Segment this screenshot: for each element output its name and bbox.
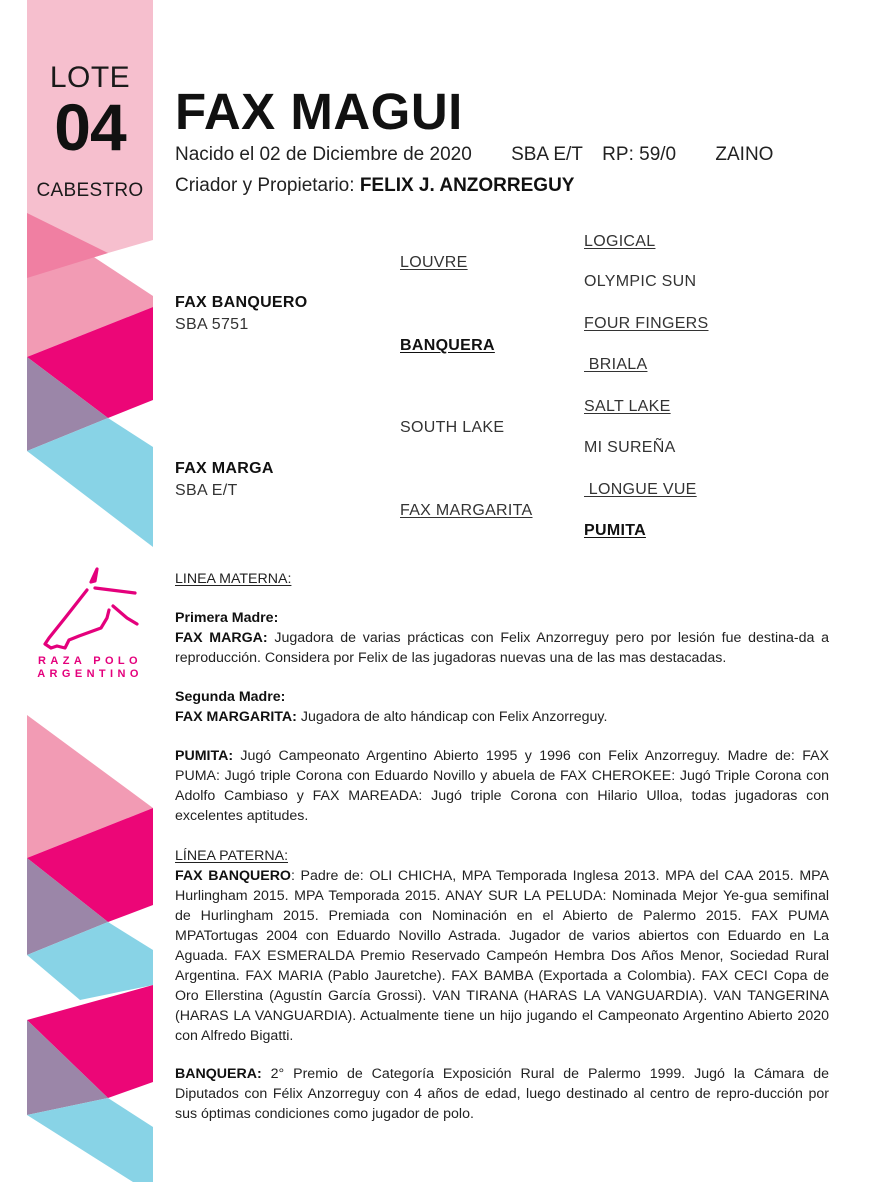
- pedigree-ggp-1[interactable]: LOGICAL: [584, 233, 656, 250]
- pedigree-ggp-2: OLYMPIC SUN: [584, 273, 697, 290]
- pedigree-dam: FAX MARGA: [175, 460, 274, 477]
- horse-meta: [175, 144, 807, 166]
- raza-polo-argentino-logo: [28, 562, 152, 680]
- pedigree-sire-reg: SBA 5751: [175, 316, 249, 333]
- logo-text-line1: RAZA POLO: [38, 655, 142, 667]
- rp-number: RP: 59/0: [602, 144, 677, 165]
- pedigree-ggp-7[interactable]: LONGUE VUE: [584, 481, 697, 498]
- pedigree-ggp-4[interactable]: BRIALA: [584, 356, 648, 373]
- first-dam-label: Primera Madre:: [175, 610, 279, 626]
- pedigree-ggp-8[interactable]: PUMITA: [584, 522, 646, 539]
- pedigree-grandsire-maternal: SOUTH LAKE: [400, 419, 505, 436]
- maternal-heading: [175, 569, 829, 589]
- paternal-sire-name: FAX BANQUERO: [175, 868, 291, 884]
- owner-label: Criador y Propietario:: [175, 175, 355, 196]
- lot-category: CABESTRO: [36, 180, 144, 201]
- second-dam-block: [175, 687, 829, 727]
- third-dam-block: [175, 746, 829, 826]
- first-dam-block: [175, 608, 829, 668]
- registry: SBA E/T: [511, 144, 583, 165]
- birth-date: Nacido el 02 de Diciembre de 2020: [175, 144, 472, 165]
- paternal-dam-name: BANQUERA:: [175, 1066, 262, 1082]
- lot-number: 04: [54, 90, 126, 164]
- paternal-block: [175, 846, 829, 1046]
- second-dam-name: FAX MARGARITA:: [175, 709, 297, 725]
- owner-line: [175, 175, 574, 197]
- owner-name: FELIX J. ANZORREGUY: [359, 175, 575, 196]
- pedigree-granddam-maternal[interactable]: FAX MARGARITA: [400, 502, 533, 519]
- pedigree-dam-reg: SBA E/T: [175, 482, 238, 499]
- coat-color: ZAINO: [715, 144, 774, 165]
- horse-name: FAX MAGUI: [175, 83, 463, 140]
- first-dam-text: Jugadora de varias prácticas con Felix Anzorreguy pero por lesión fue destina-da a reproducción. Considera por Felix de las jugadoras nuevas una de las mas destacadas.: [175, 630, 829, 666]
- pedigree-granddam-paternal[interactable]: BANQUERA: [400, 337, 495, 354]
- paternal-heading: LÍNEA PATERNA:: [175, 848, 289, 864]
- lot-box: [27, 62, 153, 202]
- paternal-dam-text: 2° Premio de Categoría Exposición Rural de Palermo 1999. Jugó la Cámara de Diputados con Félix Anzorreguy con 4 años de edad, luego destinado al centro de repro-ducción por sus óptimas condiciones como jugador de polo.: [175, 1066, 829, 1122]
- lot-label: LOTE: [49, 61, 131, 94]
- pedigree-grandsire-paternal[interactable]: LOUVRE: [400, 254, 468, 271]
- second-dam-label: Segunda Madre:: [175, 689, 286, 705]
- maternal-heading-text: LINEA MATERNA:: [175, 571, 292, 587]
- pedigree-ggp-3[interactable]: FOUR FINGERS: [584, 315, 709, 332]
- pedigree-sire: FAX BANQUERO: [175, 294, 308, 311]
- third-dam-text: Jugó Campeonato Argentino Abierto 1995 y 1996 con Felix Anzorreguy. Madre de: FAX PUMA: Jugó triple Corona con Eduardo Novillo y abuela de FAX CHEROKEE: Jugó Triple Corona con Adolfo Cambiaso y FAX MAREADA: Jugó triple Corona con Hilario Ulloa, todas jugadoras con excelentes aptitudes.: [175, 748, 829, 824]
- logo-text-line2: ARGENTINO: [37, 668, 143, 680]
- horse-head-icon: [35, 562, 145, 658]
- first-dam-name: FAX MARGA:: [175, 630, 268, 646]
- third-dam-name: PUMITA:: [175, 748, 234, 764]
- paternal-sire-text: : Padre de: OLI CHICHA, MPA Temporada Inglesa 2013. MPA del CAA 2015. MPA Hurlingham 2015. MPA Temporada 2015. ANAY SUR LA PELUDA: Nominada Mejor Ye-gua semifinal de Hurlingham 2015. Premiada con Nominación en el Abierto de Palermo 2015. FAX PUMA MPATortugas 2004 con Eduardo Novillo Astrada. Jugador de varios abiertos con Eduardo en La Aguada. FAX ESMERALDA Premio Reservado Campeón Hembra Dos Años Menor, Sociedad Rural Argentina. FAX MARIA (Pablo Jauretche). FAX BAMBA (Exportada a Colombia). FAX CECI Copa de Oro Ellerstina (Agustín García Grossi). VAN TIRANA (HARAS LA VANGUARDIA). VAN TANGERINA (HARAS LA VANGUARDIA). Actualmente tiene un hijo jugando el Campeonato Argentino Abierto 2020 con Alfredo Bigatti.: [175, 868, 830, 1044]
- second-dam-text: Jugadora de alto hándicap con Felix Anzorreguy.: [296, 709, 608, 725]
- pedigree-ggp-5[interactable]: SALT LAKE: [584, 398, 671, 415]
- pedigree-ggp-6: MI SUREÑA: [584, 439, 676, 456]
- paternal-dam-block: [175, 1064, 829, 1124]
